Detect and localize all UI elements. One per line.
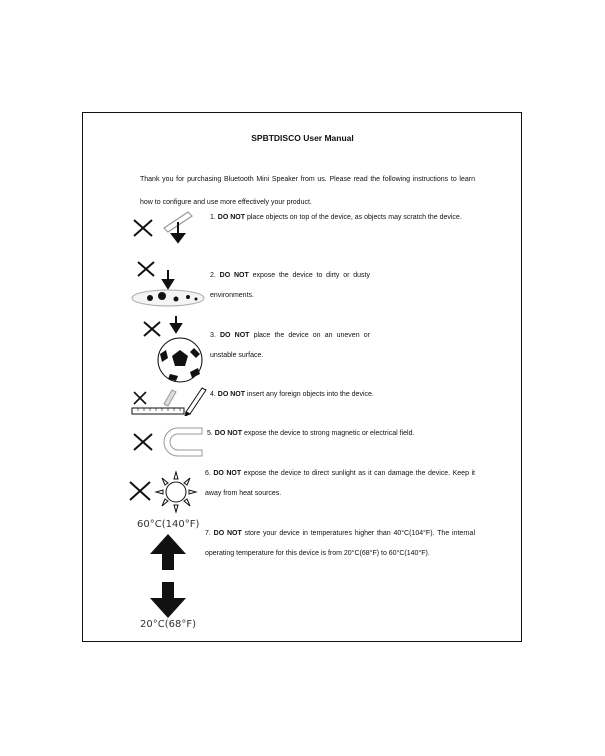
temp-low-label: 20°C(68°F) (140, 619, 196, 630)
sun-icon (156, 472, 196, 512)
item-2: 2. DO NOT expose the device to dirty or dusty environments. (210, 272, 370, 299)
temp-high-label: 60°C(140°F) (137, 519, 200, 530)
intro-text: Thank you for purchasing Bluetooth Mini Speaker from us. Please read the following instructions to learn how to configure and use more effectively your product. (140, 176, 475, 206)
item-4: 4. DO NOT insert any foreign objects into the device. (210, 391, 374, 398)
down-arrow-icon (172, 222, 184, 242)
item-5: 5. DO NOT expose the device to strong magnetic or electrical field. (207, 430, 415, 437)
uneven-surface-warning-icon (140, 314, 210, 384)
item-7: 7. DO NOT store your device in temperatures higher than 40°C(104°F). The internal operating temperature for this device is from 20°C(68°F) to 60°C(140°F). (205, 530, 475, 557)
ruler-icon (132, 408, 184, 414)
ball-icon (158, 338, 202, 382)
magnetic-warning-icon (130, 420, 210, 470)
sunlight-warning-icon (128, 470, 208, 516)
dust-warning-icon (130, 258, 210, 308)
down-arrow-icon (148, 580, 188, 620)
x-mark-icon (134, 220, 152, 236)
foreign-object-warning-icon (130, 386, 210, 416)
item-3: 3. DO NOT place the device on an uneven or unstable surface. (210, 332, 370, 359)
page-title: SPBTDISCO User Manual (251, 133, 354, 143)
up-arrow-icon (148, 532, 188, 572)
item-6: 6. DO NOT expose the device to direct sunlight as it can damage the device. Keep it away from heat sources. (205, 470, 475, 497)
scratch-warning-icon (130, 208, 210, 248)
magnet-icon (164, 428, 202, 456)
pencil-icon (185, 388, 206, 416)
item-1: 1. DO NOT place objects on top of the device, as objects may scratch the device. (210, 214, 462, 221)
dust-icon (132, 290, 204, 306)
